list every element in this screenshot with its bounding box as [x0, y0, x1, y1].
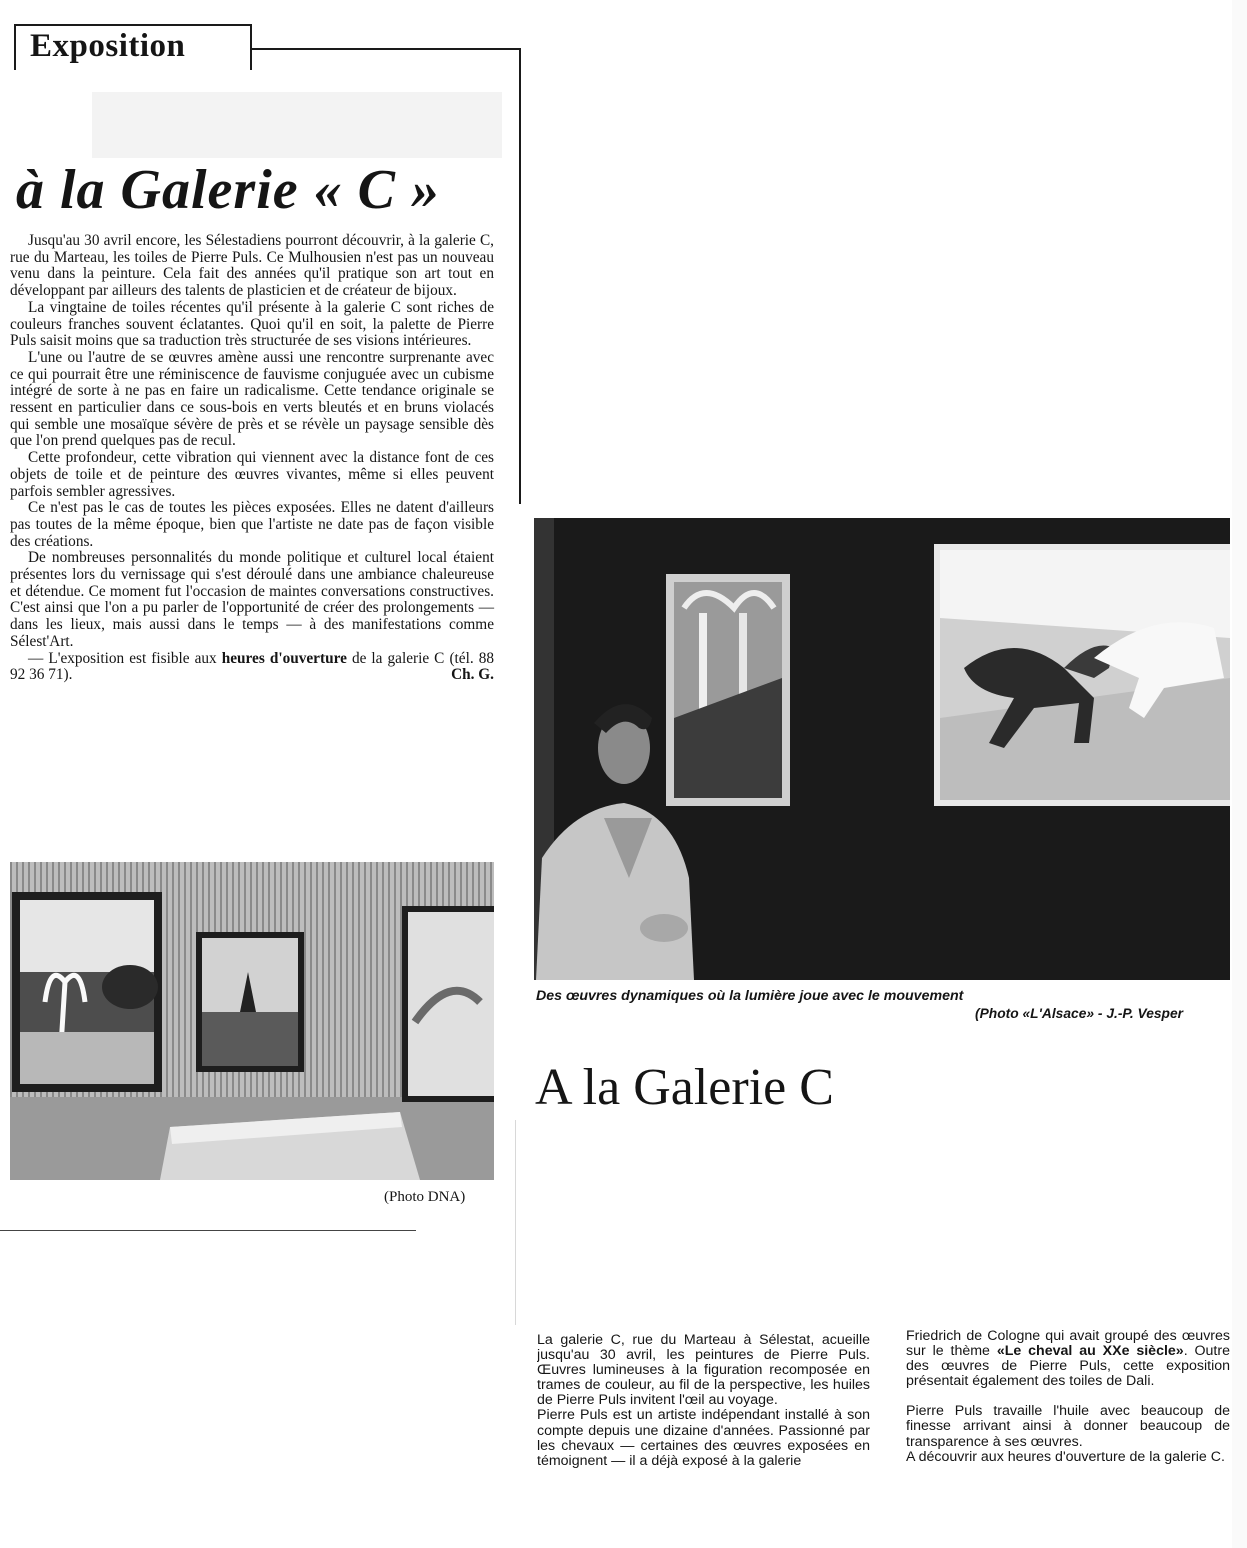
photo-caption: Des œuvres dynamiques où la lumière joue avec le mouvement: [536, 988, 964, 1004]
photo-credit: (Photo DNA): [384, 1189, 466, 1205]
left-article-body: [10, 233, 494, 684]
rubric-label: Exposition: [30, 28, 186, 64]
right-headline: A la Galerie C: [535, 1059, 834, 1116]
author-signature: Ch. G.: [451, 666, 494, 684]
paragraph-tail: . Outre des œuvres de Pierre Puls, cette exposition présentait également des toiles de Dali.: [906, 1343, 1230, 1390]
scan-margin: [1232, 0, 1247, 1548]
body-paragraph: Ce n'est pas le cas de toutes les pièces exposées. Elles ne datent d'ailleurs pas toutes de la même époque, bien que l'artiste ne date pas de façon visible des créations.: [10, 499, 494, 550]
exhibition-photo: [534, 518, 1230, 980]
closing-bold: heures d'ouverture: [221, 649, 347, 667]
gallery-room-photo: [10, 862, 494, 1180]
body-paragraph: A découvrir aux heures d'ouverture de la galerie C.: [906, 1448, 1225, 1465]
paragraph-gap: [906, 1389, 1230, 1404]
paragraph-lead: Friedrich de Cologne qui avait groupé des œuvres sur le thème: [906, 1329, 1230, 1360]
closing-tail: de la galerie C (tél. 88 92 36 71).: [10, 649, 494, 684]
body-paragraph: L'une ou l'autre de se œuvres amène aussi une rencontre surprenante avec ce qui pourrait être une réminiscence de fauvisme conjuguée avec un cubisme intégré de sorte à ne pas en faire un radicalisme. Cette tendance originale se ressent en particulier dans ce sous-bois en verts bleutés et en bruns violacés qui semble une mosaïque sévère de près et se révèle un paysage sensible dès que l'on prend quelques pas de recul.: [10, 348, 494, 450]
body-paragraph: Pierre Puls travaille l'huile avec beaucoup de finesse arrivant ainsi à donner beaucoup de transparence à ses œuvres.: [906, 1403, 1230, 1450]
body-paragraph: Pierre Puls est un artiste indépendant installé à son compte depuis une dizaine d'années. Passionné par les chevaux — certaines des œuvres exposées en témoignent — il a déjà exposé à la galerie: [537, 1407, 870, 1469]
body-paragraph: Jusqu'au 30 avril encore, les Sélestadiens pourront découvrir, à la galerie C, rue du Marteau, les toiles de Pierre Puls. Ce Mulhousien n'est pas un nouveau venu dans la peinture. Cela fait des années qu'il pratique son art tout en développant par ailleurs des talents de plasticien et de créateur de bijoux.: [10, 232, 494, 300]
body-paragraph: De nombreuses personnalités du monde politique et culturel local étaient présentes lors du vernissage qui s'est déroulé dans une ambiance chaleureuse et détendue. Ce moment fut l'occasion de maintes conversations constructives. C'est ainsi que l'on a pu parler de l'opportunité de créer des prolongements — dans les lieux, mais aussi dans le temps — à des manifestations comme Sélest'Art.: [10, 549, 494, 650]
closing-paragraph: [10, 651, 494, 684]
theme-title: «Le cheval au XXe siècle»: [996, 1343, 1184, 1360]
gallery-room-illustration: [10, 862, 494, 1180]
left-headline: à la Galerie « C »: [16, 159, 440, 221]
photo-credit: (Photo «L'Alsace» - J.-P. Vesper: [975, 1006, 1184, 1021]
right-article-column: [537, 1333, 870, 1469]
right-article-column: [906, 1329, 1230, 1519]
body-paragraph: La galerie C, rue du Marteau à Sélestat, acueille jusqu'au 30 avril, les peintures de Pierre Puls. Œuvres lumineuses à la figuration recomposée en trames de couleur, au fil de la perspective, les huiles de Pierre Puls invitent l'œil au voyage.: [537, 1333, 870, 1409]
exhibition-illustration: [534, 518, 1230, 980]
clipping-edge: [0, 1230, 416, 1231]
faded-subheading-area: [92, 92, 502, 158]
rubric-rule: [252, 48, 520, 50]
column-rule: [519, 48, 521, 504]
body-paragraph: La vingtaine de toiles récentes qu'il présente à la galerie C sont riches de couleurs franches souvent éclatantes. Quoi qu'il en soit, la palette de Pierre Puls saisit moins que sa traduction très structurée de ses visions intérieures.: [10, 298, 494, 350]
body-paragraph: [906, 1329, 1230, 1389]
body-paragraph: Cette profondeur, cette vibration qui viennent avec la distance font de ces objets de toile et de peinture des œuvres vivantes, même si elles peuvent parfois sembler agressives.: [10, 449, 494, 500]
closing-lead: — L'exposition est fisible aux: [28, 649, 222, 667]
clipping-edge: [515, 1120, 516, 1325]
